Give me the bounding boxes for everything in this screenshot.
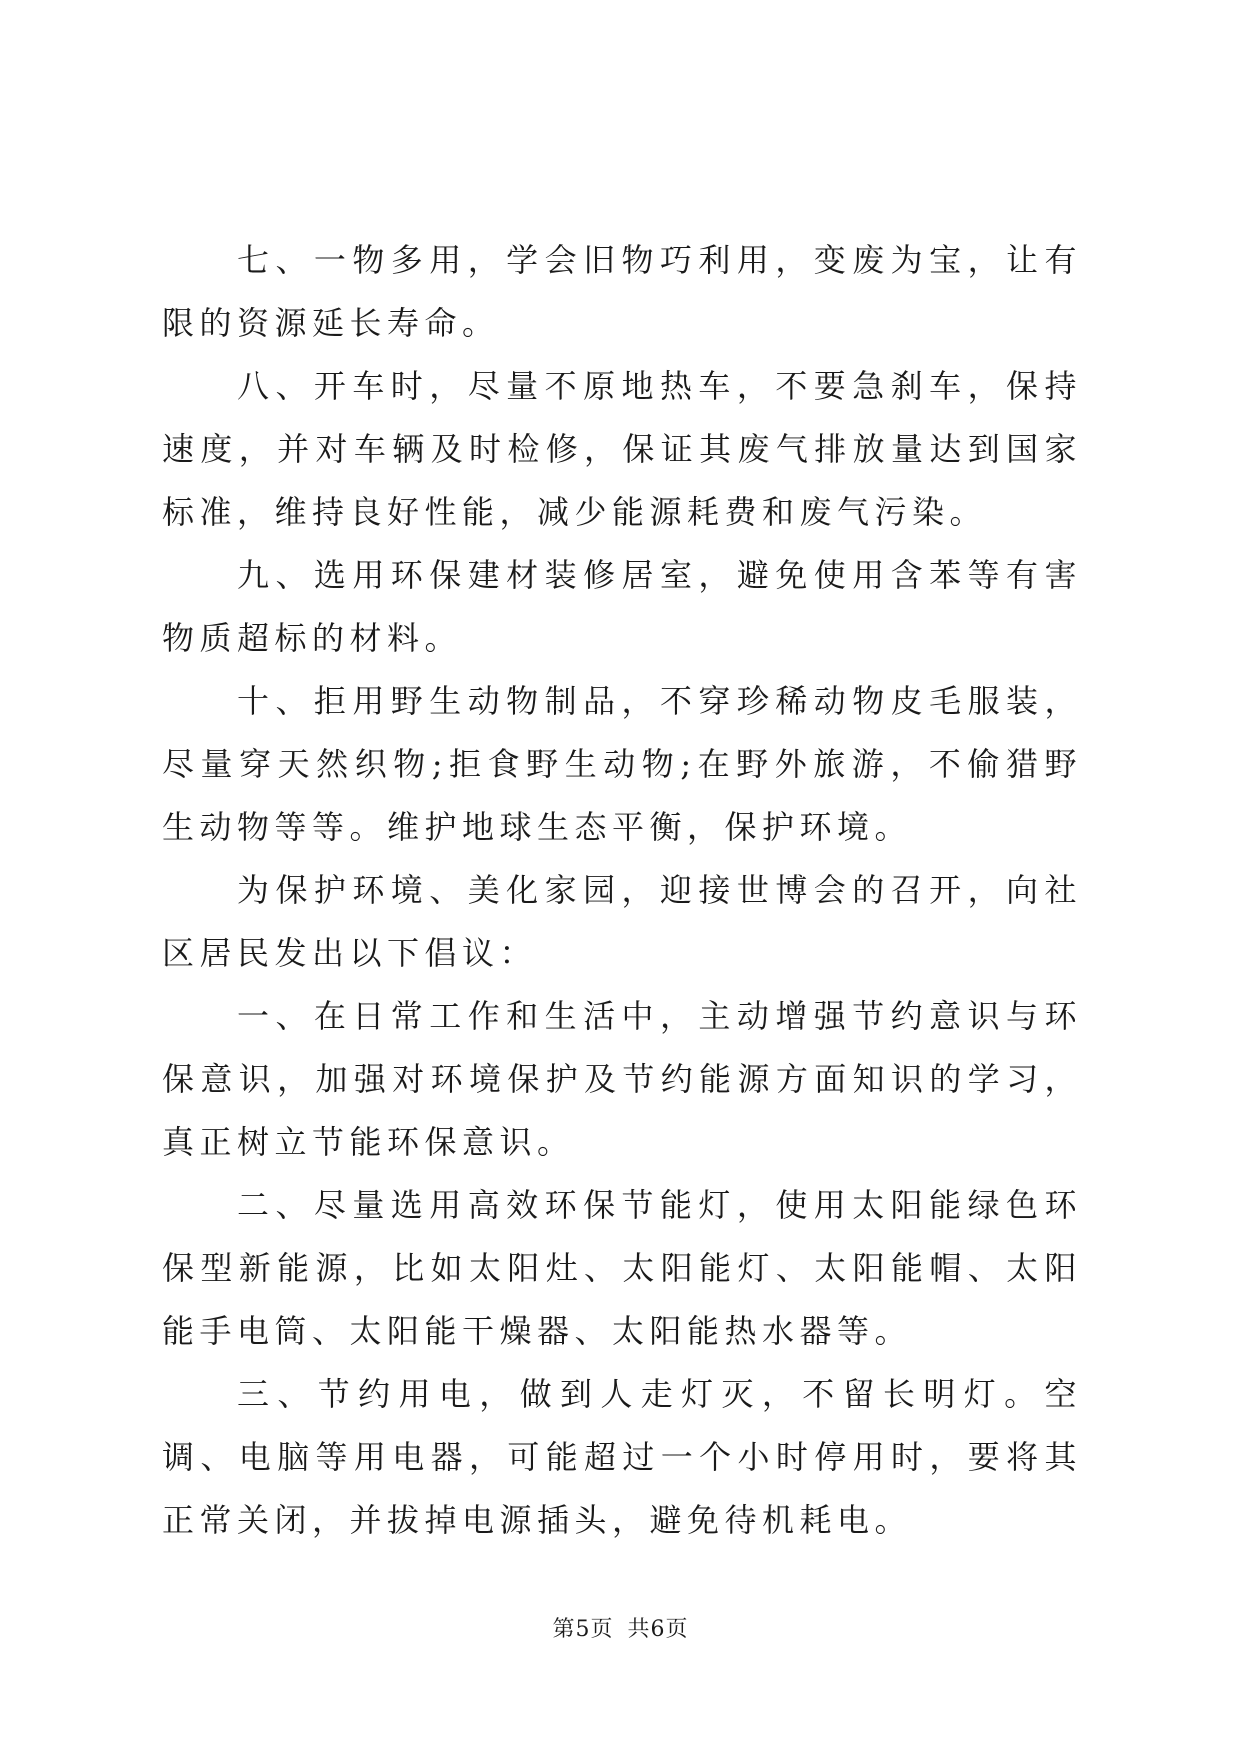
page-total: 共6页 bbox=[627, 1617, 689, 1642]
paragraph-item-9: 九、选用环保建材装修居室，避免使用含苯等有害物质超标的材料。 bbox=[162, 556, 1082, 657]
paragraph-initiative-1: 一、在日常工作和生活中，主动增强节约意识与环保意识，加强对环境保护及节约能源方面知识的学习，真正树立节能环保意识。 bbox=[162, 997, 1082, 1161]
paragraph-initiative-2: 二、尽量选用高效环保节能灯，使用太阳能绿色环保型新能源，比如太阳灶、太阳能灯、太阳能帽、太阳能手电筒、太阳能干燥器、太阳能热水器等。 bbox=[162, 1186, 1082, 1350]
paragraph-item-8: 八、开车时，尽量不原地热车，不要急刹车，保持速度，并对车辆及时检修，保证其废气排放量达到国家标准，维持良好性能，减少能源耗费和废气污染。 bbox=[162, 367, 1082, 531]
paragraph-item-10: 十、拒用野生动物制品，不穿珍稀动物皮毛服装，尽量穿天然织物;拒食野生动物;在野外旅游，不偷猎野生动物等等。维护地球生态平衡，保护环境。 bbox=[162, 682, 1082, 846]
document-body bbox=[162, 229, 1082, 1552]
page-number: 第5页 bbox=[552, 1617, 614, 1642]
paragraph-initiative-intro: 为保护环境、美化家园，迎接世博会的召开，向社区居民发出以下倡议： bbox=[162, 871, 1082, 972]
paragraph-initiative-3: 三、节约用电，做到人走灯灭，不留长明灯。空调、电脑等用电器，可能超过一个小时停用时，要将其正常关闭，并拔掉电源插头，避免待机耗电。 bbox=[162, 1375, 1082, 1539]
paragraph-item-7: 七、一物多用，学会旧物巧利用，变废为宝，让有限的资源延长寿命。 bbox=[162, 241, 1082, 342]
page-footer bbox=[0, 1612, 1241, 1643]
